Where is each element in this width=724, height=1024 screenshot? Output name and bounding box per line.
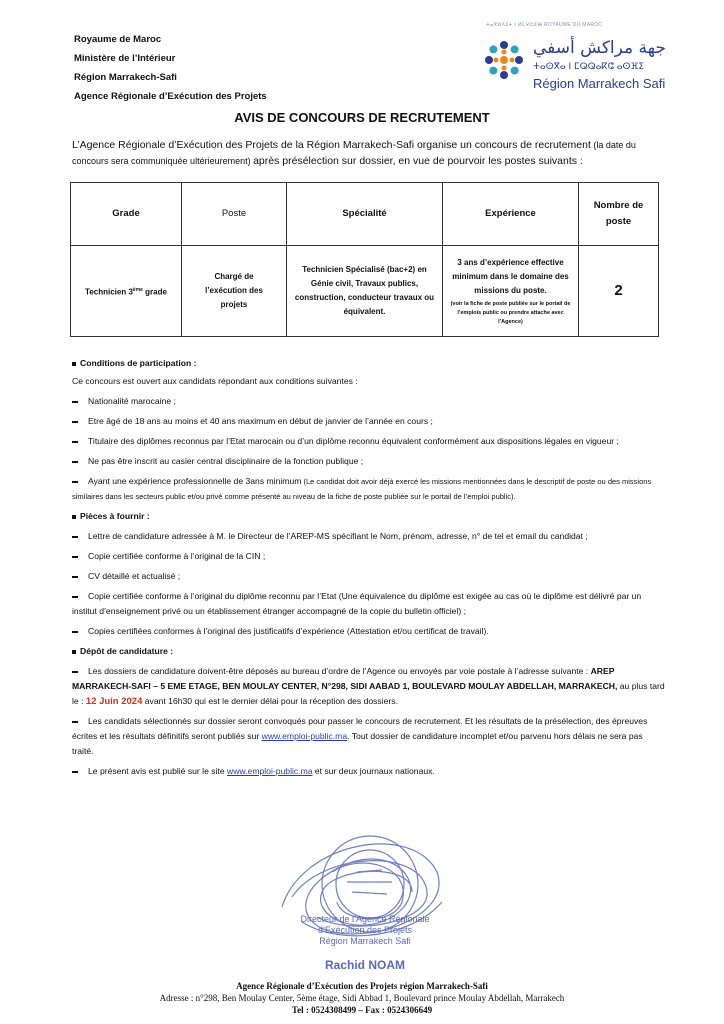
dash-bullet-icon — [72, 441, 78, 443]
experience-note: (voir la fiche de poste publiée sur le portail de l’emplois public ou prendre attache avec l’Agence) — [450, 300, 571, 325]
section-heading-pieces — [72, 509, 666, 524]
posts-table — [70, 182, 659, 337]
cell-experience — [443, 246, 579, 337]
dash-bullet-icon — [72, 401, 78, 403]
intro-paragraph — [72, 137, 664, 169]
conditions-heading-text: Conditions de participation : — [80, 358, 197, 368]
dash-bullet-icon — [72, 596, 78, 598]
dash-bullet-icon — [72, 576, 78, 578]
logo-french-name: Région Marrakech Safi — [533, 76, 666, 91]
header-line-ministry: Ministère de l’Intérieur — [74, 53, 176, 64]
depot-text: et sur deux journaux nationaux. — [312, 766, 435, 776]
list-item-text: Copie certifiée conforme à l’original de la CIN ; — [88, 551, 266, 561]
header-line-agency: Agence Régionale d’Exécution des Projets — [74, 91, 267, 102]
header-line-kingdom: Royaume de Maroc — [74, 34, 162, 45]
grade-suffix: grade — [142, 287, 167, 297]
cell-nombre: 2 — [579, 246, 659, 337]
intro-part2: (la date du concours sera communiquée ultérieurement) — [72, 140, 636, 166]
official-stamp-signature — [262, 822, 462, 972]
depot-text: Le présent avis est publié sur le site — [88, 766, 228, 776]
col-header-nombre: Nombre de poste — [579, 183, 659, 246]
dash-bullet-icon — [72, 771, 78, 773]
list-item — [72, 414, 666, 429]
footer-address: Adresse : n°298, Ben Moulay Center, 5ème étage, Sidi Abbad 1, Boulevard prince Moulay Abdellah, Marrakech — [159, 993, 565, 1003]
square-bullet-icon — [72, 650, 76, 654]
region-logo — [478, 22, 678, 92]
list-item — [72, 589, 666, 619]
cell-specialite: Technicien Spécialisé (bac+2) en Génie civil, Travaux publics, construction, conducteur travaux ou équivalent. — [287, 246, 443, 337]
section-heading-depot — [72, 644, 666, 659]
list-item-text: Ne pas être inscrit au casier central disciplinaire de la fonction publique ; — [88, 456, 364, 466]
deadline-date: 12 Juin 2024 — [85, 696, 143, 707]
signatory-title-line: d’Exécution des Projets — [317, 925, 413, 935]
conditions-intro: Ce concours est ouvert aux candidats répondant aux conditions suivantes : — [72, 376, 358, 386]
logo-tifinagh-name: ⵜⴰⵙⴳⴰ ⵏ ⵎⵕⵕⴰⴽⵛ ⴰⵙⴼⵉ — [533, 62, 645, 72]
list-item — [72, 569, 666, 584]
col-header-specialite: Spécialité — [287, 183, 443, 246]
logo-topline: ⵜⴰⴳⵍⴷⵉⵜ ⵏ ⵍⵎⵖⵔⵉⴱ ROYAUME DU MAROC — [486, 22, 603, 28]
signatory-name: Rachid NOAM — [324, 958, 405, 972]
table-row — [71, 246, 659, 337]
list-item-text: Nationalité marocaine ; — [88, 396, 176, 406]
notice-body — [72, 352, 666, 784]
depot-heading-text: Dépôt de candidature : — [80, 646, 174, 656]
grade-superscript: ème — [132, 286, 143, 293]
dash-bullet-icon — [72, 421, 78, 423]
table-header-row — [71, 183, 659, 246]
depot-text: avant 16h30 qui est le dernier délai pour la réception des dossiers. — [142, 696, 398, 706]
list-item-text: Etre âgé de 18 ans au moins et 40 ans maximum en début de janvier de l’année en cours ; — [88, 416, 433, 426]
list-item — [72, 549, 666, 564]
dash-bullet-icon — [72, 631, 78, 633]
dash-bullet-icon — [72, 536, 78, 538]
cell-grade — [71, 246, 182, 337]
signatory-title-line: Région Marrakech Safi — [319, 936, 411, 946]
square-bullet-icon — [72, 362, 76, 366]
intro-part3: après présélection sur dossier, en vue de pourvoir les postes suivants : — [253, 155, 583, 167]
logo-arabic-name: جهة مراكش أسفي — [533, 38, 666, 58]
dash-bullet-icon — [72, 556, 78, 558]
cell-poste: Chargé de l’exécution des projets — [182, 246, 287, 337]
col-header-grade: Grade — [71, 183, 182, 246]
dash-bullet-icon — [72, 721, 78, 723]
page-title: AVIS DE CONCOURS DE RECRUTEMENT — [234, 110, 490, 125]
depot-text: . Tout dossier de candidature incomplet et/ou parvenu hors délais ne sera pas traité. — [72, 731, 643, 756]
list-item-text: Titulaire des diplômes reconnus par l’Etat marocain ou d’un diplôme reconnu équivalent conformément aux dispositions légales en vigueur ; — [88, 436, 619, 446]
list-item-text: Copies certifiées conformes à l’original des justificatifs d’expérience (Attestation et/ou certificat de travail). — [88, 626, 489, 636]
list-item — [72, 624, 666, 639]
footer-contact: Tel : 0524308499 – Fax : 0524306649 — [291, 1005, 433, 1015]
page-footer — [0, 980, 724, 1016]
footer-agency: Agence Régionale d’Exécution des Projets région Marrakech-Safi — [236, 981, 488, 991]
list-item-note: (Le candidat doit avoir déjà exercé les missions mentionnées dans le descriptif de poste ou des missions similaires dans les secteurs public et/ou privé comme présenté au niveau de la fiche de poste publiée sur le portail de l’emploi public). — [72, 477, 652, 501]
col-header-experience: Expérience — [443, 183, 579, 246]
list-item — [72, 454, 666, 469]
list-item — [72, 764, 666, 779]
list-item-text: CV détaillé et actualisé ; — [88, 571, 181, 581]
list-item — [72, 664, 666, 709]
list-item — [72, 434, 666, 449]
list-item-text: Lettre de candidature adressée à M. le Directeur de l’AREP-MS spécifiant le Nom, prénom, adresse, n° de tel et email du candidat ; — [88, 531, 588, 541]
dash-bullet-icon — [72, 481, 78, 483]
header-line-region: Région Marrakech-Safi — [74, 72, 177, 83]
list-item — [72, 394, 666, 409]
col-header-poste: Poste — [182, 183, 287, 246]
emploi-public-link[interactable]: www.emploi-public.ma — [261, 731, 348, 741]
experience-text: 3 ans d’expérience effective minimum dans le domaine des missions du poste. — [452, 257, 569, 295]
signatory-title-line: Directeur de l’Agence Régionale — [300, 914, 430, 924]
square-bullet-icon — [72, 515, 76, 519]
list-item — [72, 474, 666, 504]
list-item — [72, 529, 666, 544]
emploi-public-link[interactable]: www.emploi-public.ma — [227, 766, 313, 776]
section-heading-conditions — [72, 356, 666, 371]
dash-bullet-icon — [72, 671, 78, 673]
depot-text: Les dossiers de candidature doivent-être déposés au bureau d’ordre de l’Agence ou envoyés par voie postale à l’adresse suivante : — [88, 666, 591, 676]
list-item-text: Copie certifiée conforme à l’original du diplôme reconnu par l’Etat (Une équivalence du diplôme est exigée au cas où le diplôme est délivré par un institut d’enseignement privé ou un établissement étranger accompagné de la copie du bulletin officiel) ; — [72, 591, 642, 616]
dash-bullet-icon — [72, 461, 78, 463]
grade-text: Technicien 3 — [85, 287, 133, 297]
depot-text: au plus tard le : — [72, 681, 665, 706]
region-emblem-icon — [482, 38, 526, 82]
depot-address: AREP MARRAKECH-SAFI – 5 EME ETAGE, BEN MOULAY CENTER, N°298, SIDI AABAD 1, BOULEVARD MOULAY ABDELLAH, MARRAKECH, — [72, 666, 618, 691]
header-administration — [74, 30, 267, 106]
intro-part1: L’Agence Régionale d’Exécution des Projets de la Région Marrakech-Safi organise un concours de recrutement — [72, 139, 591, 151]
list-item-text: Ayant une expérience professionnelle de 3ans minimum — [88, 476, 302, 486]
pieces-heading-text: Pièces à fournir : — [80, 511, 150, 521]
list-item — [72, 714, 666, 759]
depot-text: Les candidats sélectionnés sur dossier seront convoqués pour passer le concours de recrutement. Et les résultats de la présélection, des épreuves écrites et les résultats définitifs seront publiés sur — [72, 716, 648, 741]
signatory-title — [270, 914, 460, 947]
